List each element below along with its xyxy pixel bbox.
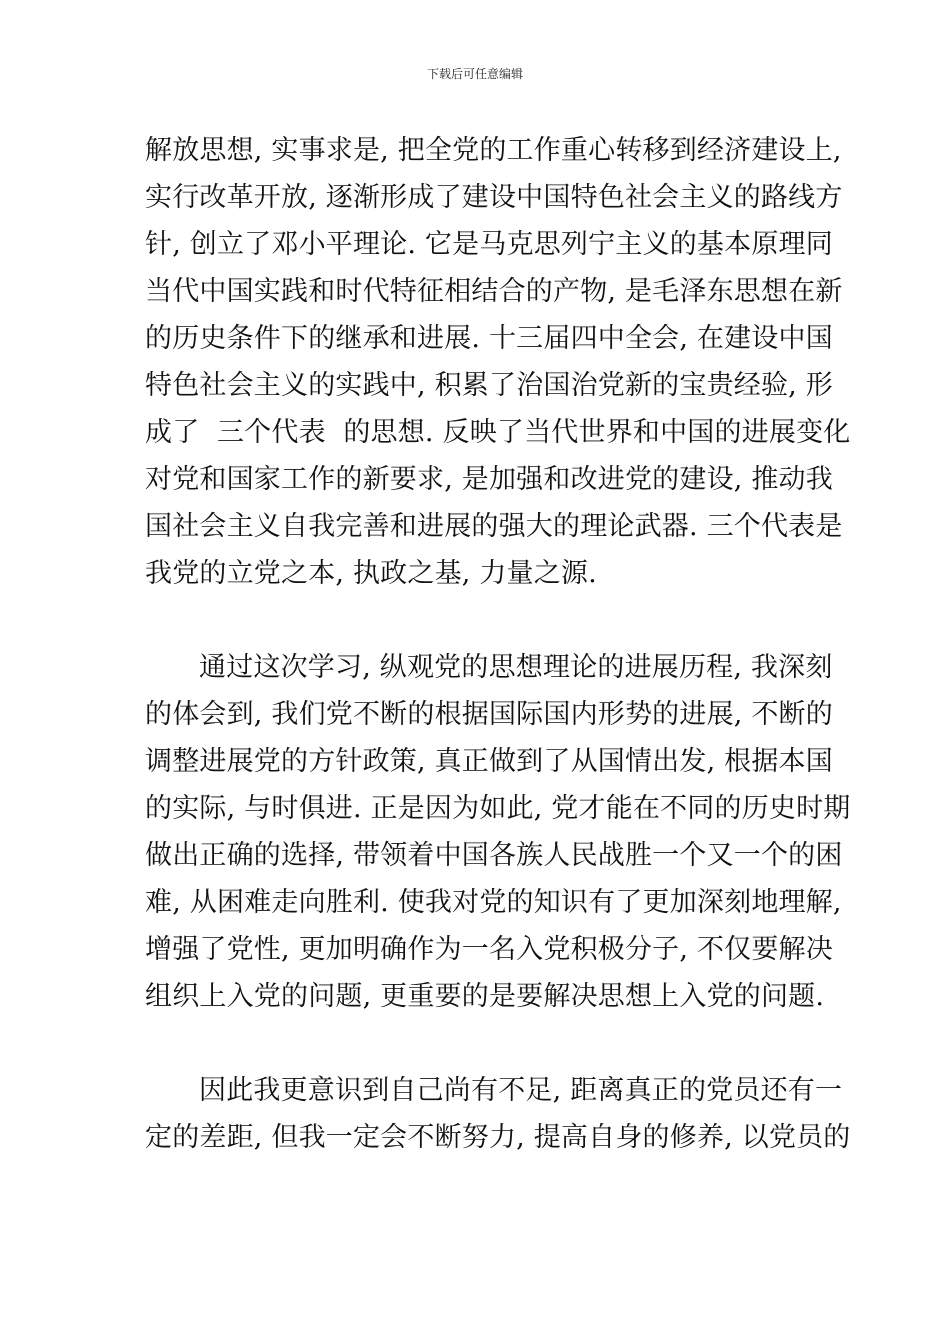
document-body [145, 127, 851, 1161]
text-line: 国社会主义自我完善和进展的强大的理论武器. 三个代表是 [145, 511, 843, 542]
text-line: 因此我更意识到自己尚有不足, 距离真正的党员还有一 [199, 1075, 843, 1106]
paragraph-3 [145, 1067, 851, 1161]
text-line: 成了 三个代表 的思想. 反映了当代世界和中国的进展变化 [145, 417, 851, 448]
text-line: 的历史条件下的继承和进展. 十三届四中全会, 在建设中国 [145, 323, 833, 354]
text-line: 定的差距, 但我一定会不断努力, 提高自身的修养, 以党员的 [145, 1122, 851, 1153]
text-line: 调整进展党的方针政策, 真正做到了从国情出发, 根据本国 [145, 746, 833, 777]
text-line: 难, 从困难走向胜利. 使我对党的知识有了更加深刻地理解, [145, 887, 842, 918]
text-line: 通过这次学习, 纵观党的思想理论的进展历程, 我深刻 [199, 652, 833, 683]
text-line: 增强了党性, 更加明确作为一名入党积极分子, 不仅要解决 [145, 934, 833, 965]
text-line: 特色社会主义的实践中, 积累了治国治党新的宝贵经验, 形 [145, 370, 833, 401]
text-line: 针, 创立了邓小平理论. 它是马克思列宁主义的基本原理同 [145, 229, 833, 260]
text-line: 我党的立党之本, 执政之基, 力量之源. [145, 558, 597, 589]
text-line: 的实际, 与时俱进. 正是因为如此, 党才能在不同的历史时期 [145, 793, 851, 824]
text-line: 实行改革开放, 逐渐形成了建设中国特色社会主义的路线方 [145, 182, 843, 213]
paragraph-gap [145, 597, 815, 644]
text-line: 当代中国实践和时代特征相结合的产物, 是毛泽东思想在新 [145, 276, 843, 307]
text-line: 解放思想, 实事求是, 把全党的工作重心转移到经济建设上, [145, 135, 842, 166]
text-line: 组织上入党的问题, 更重要的是要解决思想上入党的问题. [145, 981, 825, 1012]
text-line: 对党和国家工作的新要求, 是加强和改进党的建设, 推动我 [145, 464, 833, 495]
paragraph-gap [145, 1020, 815, 1067]
paragraph-1 [145, 127, 851, 597]
paragraph-2 [145, 644, 851, 1020]
text-line: 做出正确的选择, 带领着中国各族人民战胜一个又一个的困 [145, 840, 843, 871]
page-header-note: 下载后可任意编辑 [426, 67, 523, 81]
text-line: 的体会到, 我们党不断的根据国际国内形势的进展, 不断的 [145, 699, 833, 730]
